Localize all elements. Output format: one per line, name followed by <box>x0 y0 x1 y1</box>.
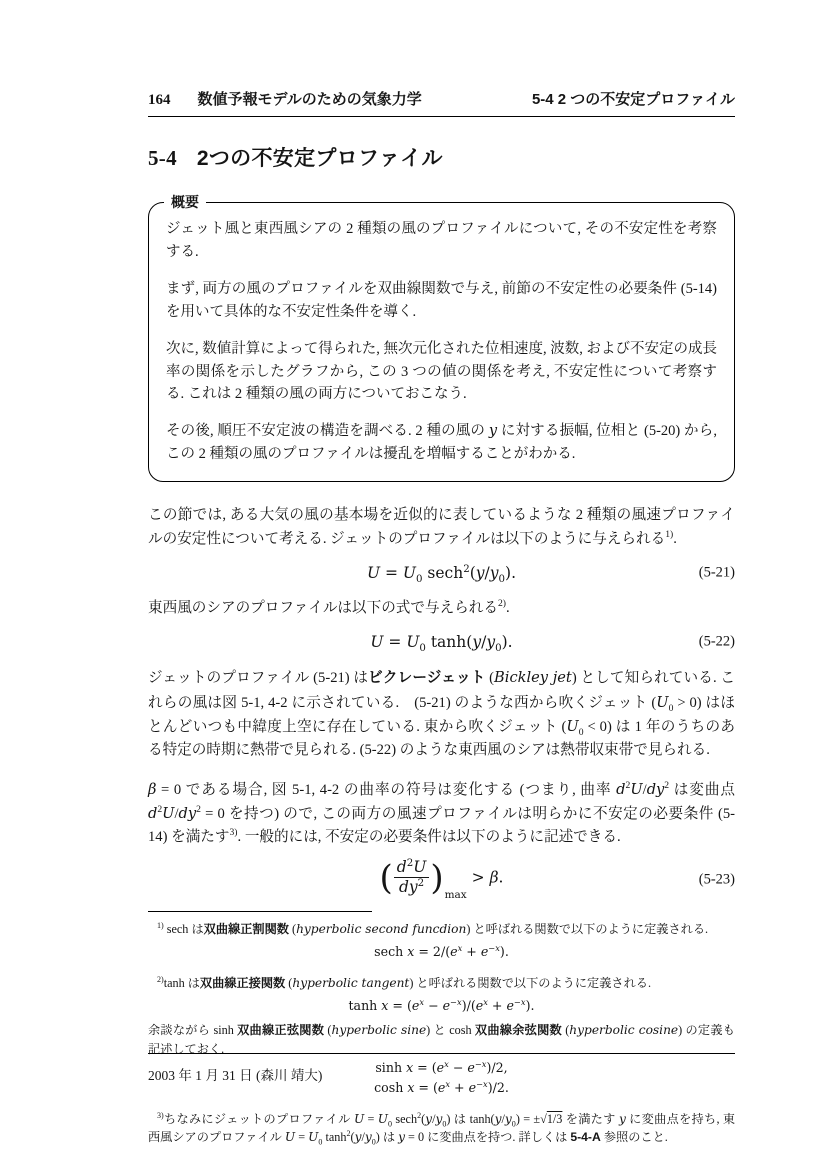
footnote-sinh-equation: $\sinh x = (e^x - e^{-x})/2$, <box>375 1058 508 1075</box>
header-section-title: 5-4 2 つの不安定プロファイル <box>531 91 735 108</box>
body-paragraph: β = 0 である場合, 図 5-1, 4-2 の曲率の符号は変化する (つまり, 曲率 $d^2U/dy^2$ は変曲点 $d^2U/dy^2 = 0$ を持つ) ので, この両方の風速プロファイルは明らかに不安定の必要条件 (5-14) を満たす$^{3)}$. 一般的には, 不安定の必要条件は以下のように記述できる. <box>148 779 735 846</box>
overview-paragraph: ジェット風と東西風シアの 2 種類の風のプロファイルについて, その不安定性を考察する. <box>166 221 717 260</box>
body-paragraph: 東西風のシアのプロファイルは以下の式で与えられる$^{2)}$. <box>148 597 510 616</box>
fraction-denominator: $dy^2$ <box>398 878 425 897</box>
fraction <box>394 859 430 898</box>
fraction-numerator: $d^2U$ <box>394 859 430 879</box>
equation-rhs: > β. <box>466 867 504 886</box>
left-parenthesis: ( <box>379 857 393 898</box>
header-book-title: 数値予報モデルのための気象力学 <box>197 91 422 108</box>
right-parenthesis: ) <box>430 857 444 898</box>
page-footer <box>148 1053 735 1084</box>
overview-box-label: 概要 <box>164 192 206 212</box>
page-header <box>148 88 735 117</box>
footnote-rule <box>148 911 372 912</box>
max-subscript: max <box>444 888 467 901</box>
overview-box <box>148 194 735 482</box>
footnote-cosh-equation: $\cosh x = (e^x + e^{-x})/2$. <box>374 1078 509 1095</box>
equation-body: $U = U_0$ $\sec h^2(y/y_0)$. <box>366 563 517 585</box>
footnote-2: $^{2)}$tanh は双曲線正接関数 (hyperbolic tangent) と呼ばれる関数で以下のように定義される. <box>157 975 652 991</box>
footnote-2-continuation: 余談ながら sinh 双曲線正弦関数 (hyperbolic sine) と cosh 双曲線余弦関数 (hyperbolic cosine) の定義も記述しておく. <box>148 1023 735 1056</box>
overview-paragraph: まず, 両方の風のプロファイルを双曲線関数で与え, 前節の不安定性の必要条件 (5-14) を用いて具体的な不安定性条件を導く. <box>166 280 717 320</box>
footnote-1-equation: sech $x = 2/(e^x + e^{-x})$. <box>374 943 509 960</box>
overview-paragraph: その後, 順圧不安定波の構造を調べる. 2 種の風の y に対する振幅, 位相と (5-20) から, この 2 種類の風のプロファイルは擾乱を増幅することがわかる. <box>166 423 717 463</box>
overview-paragraph: 次に, 数値計算によって得られた, 無次元化された位相速度, 波数, および不安定の成長率の関係を示したグラフから, この 3 つの値の関係を考え, 不安定性について考察する. これは 2 種類の風の両方についておこなう. <box>166 340 717 403</box>
section-title-text: 2つの不安定プロファイル <box>196 147 443 170</box>
equation-5-21 <box>148 563 735 585</box>
equation-body: $U = U_0$ $\tanh(y/y_0)$. <box>370 633 513 655</box>
equation-number: (5-22) <box>698 633 735 650</box>
body-paragraph: この節では, ある大気の風の基本場を近似的に表しているような 2 種類の風速プロファイルの安定性について考える. ジェットのプロファイルは以下のように与えられる$^{1)}$. <box>148 507 735 547</box>
page-number: 164 <box>148 92 171 108</box>
section-number: 5-4 <box>148 146 177 170</box>
equation-number: (5-21) <box>698 564 735 581</box>
footnote-2-equation: $\tanh x = (e^x - e^{-x})/(e^x + e^{-x})$. <box>348 997 535 1014</box>
equation-number: (5-23) <box>698 871 735 888</box>
footer-rule <box>148 1053 735 1054</box>
footnote-3: $^{3)}$ちなみにジェットのプロファイル $U = U_0$ $\sec h^2(y/y_0)$ は $\tanh(y/y_0) = \pm√1/3$ を満たす y に変曲点を持ち, 東西風シアのプロファイル $U = U_0$ $\tanh^2(y/y_0)$ は y = 0 に変曲点を持つ. 詳しくは 5-4-A 参照のこと. <box>148 1110 736 1147</box>
body-paragraph: ジェットのプロファイル (5-21) はビクレージェット (Bickley jet) として知られている. これらの風は図 5-1, 4-2 に示されている. (5-21) のような西から吹くジェット $(U_0 > 0)$ はほとんどいつも中緯度上空に存在している. 東から吹くジェット $(U_0 < 0)$ は 1 年のうちのある特定の時期に熱帯で見られる. (5-22) のような東西風のシアは熱帯収束帯で見られる. <box>148 669 736 759</box>
section-title <box>148 142 735 172</box>
footer-date: 2003 年 1 月 31 日 (森川 靖大) <box>148 1068 323 1083</box>
equation-5-23 <box>148 859 735 901</box>
equation-5-22 <box>148 633 735 655</box>
footnote-1: $^{1)}$ sech は双曲線正割関数 (hyperbolic second funcdion) と呼ばれる関数で以下のように定義される. <box>157 920 709 936</box>
